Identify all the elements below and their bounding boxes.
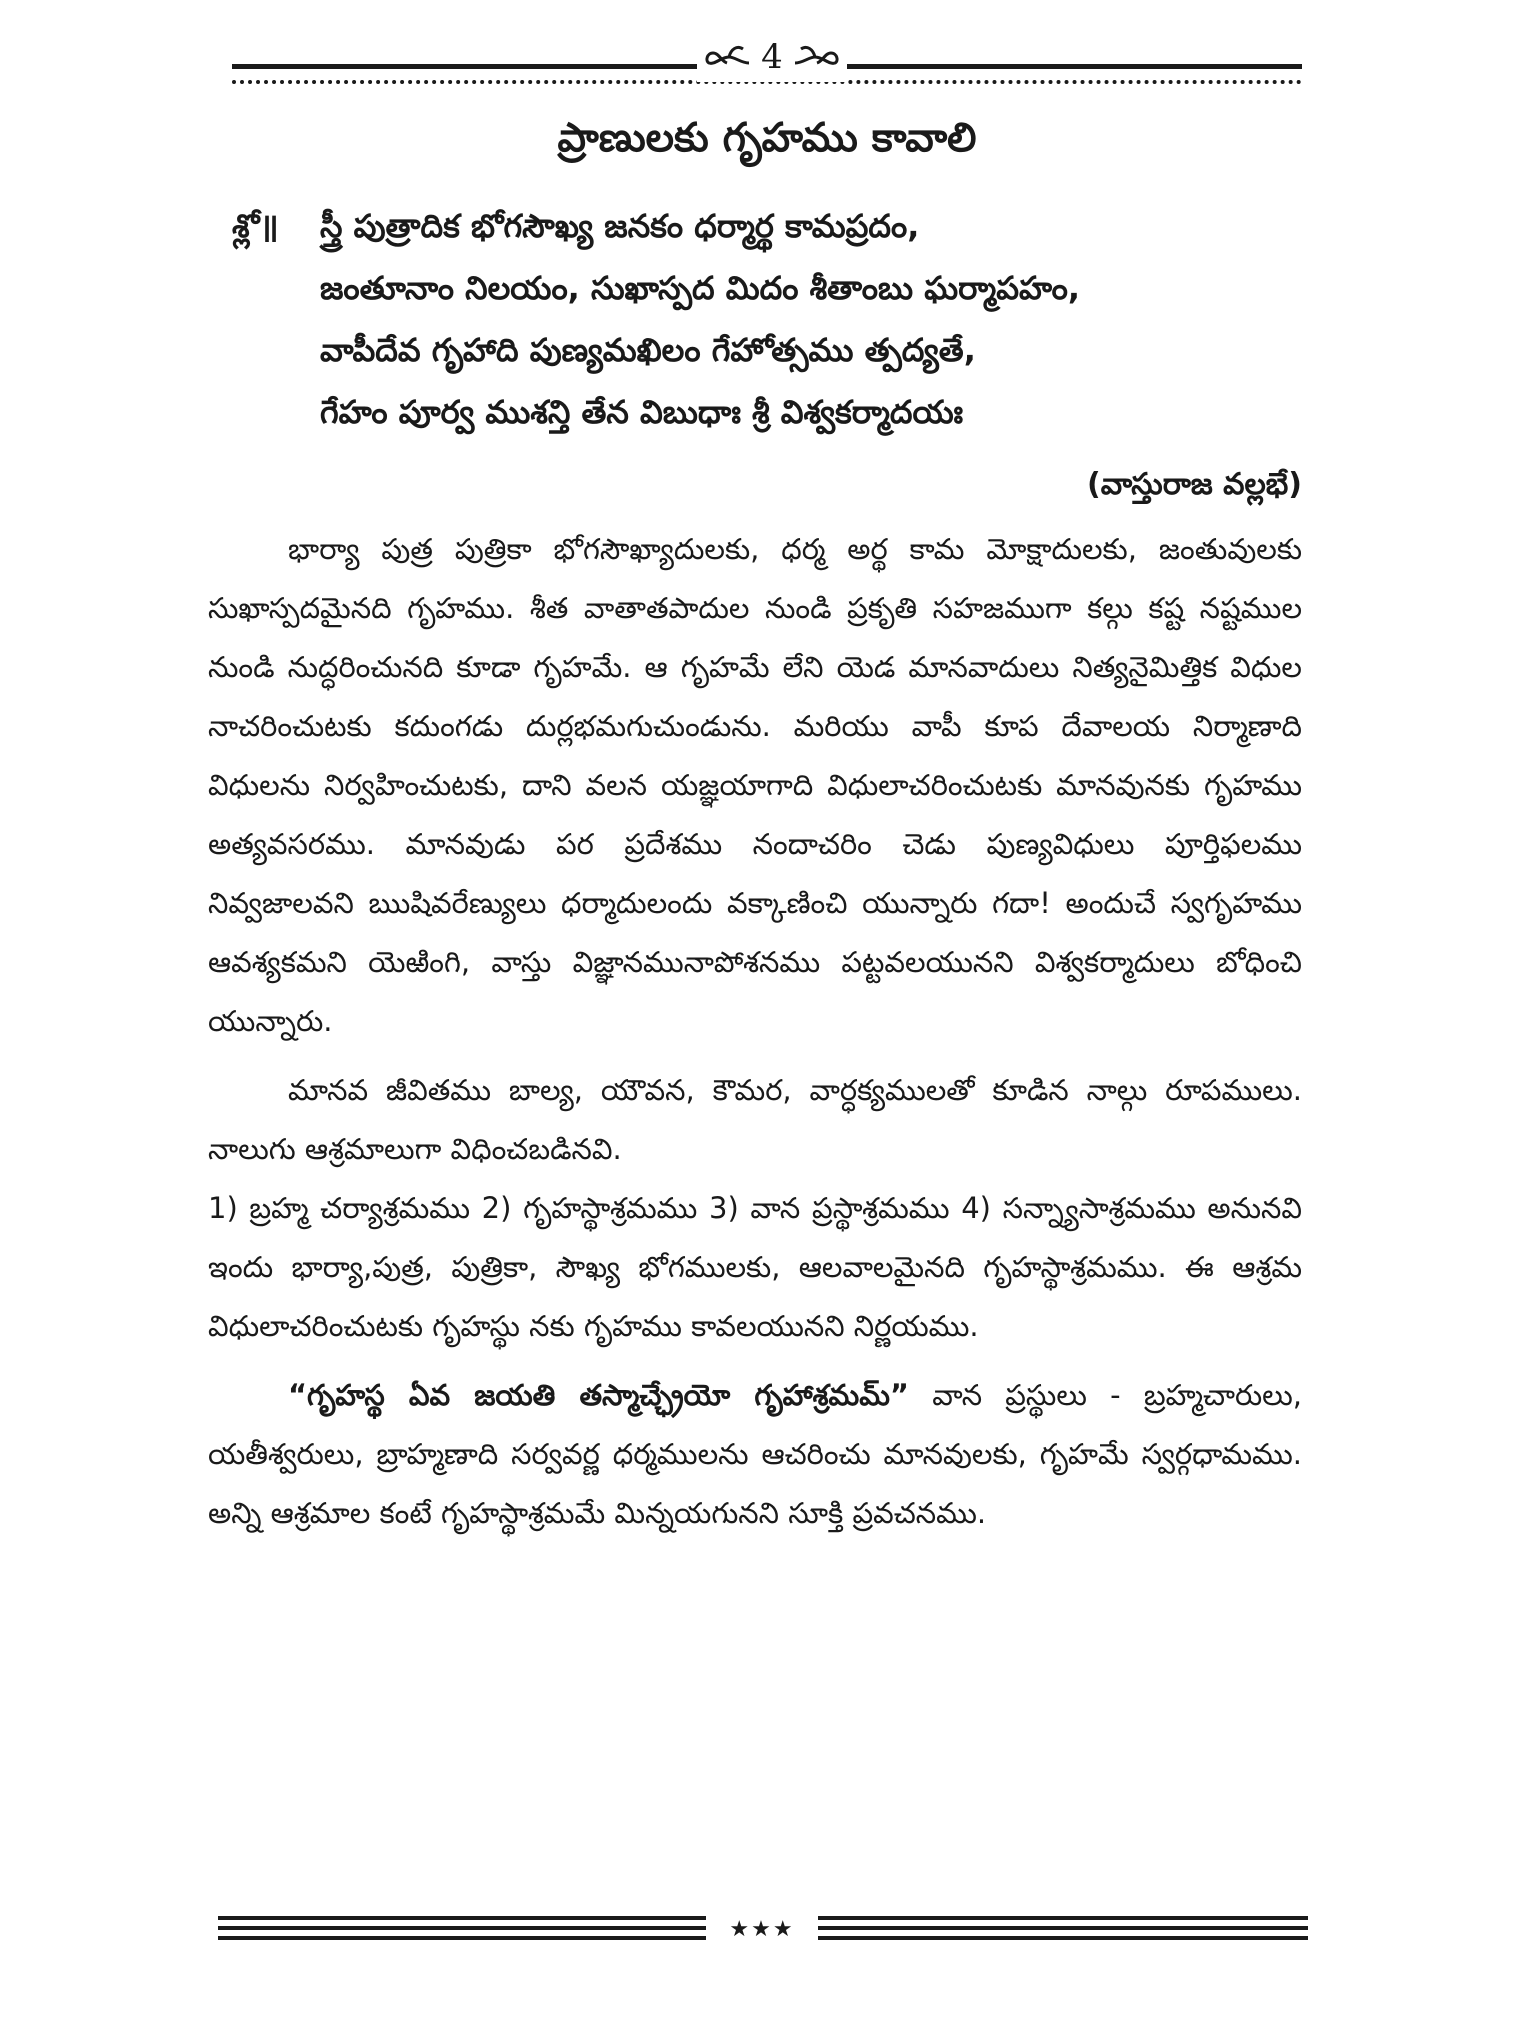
paragraph-3: 1) బ్రహ్మ చర్యాశ్రమము 2) గృహస్థాశ్రమము 3) వాన ప్రస్థాశ్రమము 4) సన్న్యాసాశ్రమము అనునవి ఇందు భార్యా,పుత్ర, పుత్రికా, సౌఖ్య భోగములకు, ఆలవాలమైనది గృహస్థాశ్రమము. ఈ ఆశ్రమ విధులాచరించుటకు గృహస్థు నకు గృహము కావలయునని నిర్ణయము.	[208, 1191, 1302, 1343]
page-footer	[218, 1910, 1308, 1952]
sloka-lines	[320, 195, 1302, 443]
page-number: 4	[761, 37, 783, 77]
right-flourish-icon	[791, 37, 839, 77]
paragraph-4-text: వాన ప్రస్థులు - బ్రహ్మచారులు, యతీశ్వరులు, బ్రాహ్మణాది సర్వవర్ణ ధర్మములను ఆచరించు మానవులకు, గృహమే స్వర్గధామము. అన్ని ఆశ్రమాల కంటే గృహస్థాశ్రమమే మిన్నయగునని సూక్తి ప్రవచనము.	[208, 1378, 1302, 1530]
sloka-line: స్త్రీ పుత్రాదిక భోగసౌఖ్య జనకం ధర్మార్థ కామప్రదం,	[320, 207, 920, 245]
sloka-source: (వాస్తురాజ వల్లభే)	[1087, 467, 1302, 502]
body-text	[208, 520, 1302, 1543]
page-title: ప్రాణులకు గృహము కావాలి	[557, 115, 977, 161]
header-ornament	[697, 32, 847, 82]
quotation: “గృహస్థ ఏవ జయతి తస్మాచ్ఛ్రేయో గృహాశ్రమమ్”	[288, 1378, 909, 1412]
paragraph-1: భార్యా పుత్ర పుత్రికా భోగసౌఖ్యాదులకు, ధర్మ అర్థ కామ మోక్షాదులకు, జంతువులకు సుఖాస్పదమైనది గృహము. శీత వాతాతపాదుల నుండి ప్రకృతి సహజముగా కల్గు కష్ట నష్టముల నుండి నుద్ధరించునది కూడా గృహమే. ఆ గృహమే లేని యెడ మానవాదులు నిత్యనైమిత్తిక విధుల నాచరించుటకు కదుంగడు దుర్లభమగుచుండును. మరియు వాపీ కూప దేవాలయ నిర్మాణాది విధులను నిర్వహించుటకు, దాని వలన యజ్ఞయాగాది విధులాచరించుటకు మానవునకు గృహము అత్యవసరము. మానవుడు పర ప్రదేశము నందాచరిం చెడు పుణ్యవిధులు పూర్తిఫలము నివ్వజాలవని ఋషివరేణ్యులు ధర్మాదులందు వక్కాణించి యున్నారు గదా! అందుచే స్వగృహము ఆవశ్యకమని యెఱింగి, వాస్తు విజ్ఞానమునాపోశనము పట్టవలయునని విశ్వకర్మాదులు బోధించి యున్నారు.	[208, 532, 1302, 1038]
sloka-line: జంతూనాం నిలయం, సుఖాస్పద మిదం శీతాంబు ఘర్మాపహం,	[320, 269, 1081, 307]
paragraph-4	[208, 1366, 1302, 1543]
footer-stars: ★★★	[706, 1912, 818, 1948]
sloka-line: గేహం పూర్వ ముశన్తి తేన విబుధాః శ్రీ విశ్వకర్మాదయః	[320, 393, 964, 431]
sloka-line: వాపీదేవ గృహాది పుణ్యమఖిలం గేహోత్సము త్పద్యతే,	[320, 331, 976, 369]
sloka-marker: శ్లో॥	[232, 207, 279, 245]
page-header	[232, 28, 1302, 98]
left-flourish-icon	[705, 37, 753, 77]
paragraph-2: మానవ జీవితము బాల్య, యౌవన, కౌమర, వార్ధక్యములతో కూడిన నాల్గు రూపములు. నాలుగు ఆశ్రమాలుగా విధించబడినవి.	[208, 1073, 1302, 1166]
